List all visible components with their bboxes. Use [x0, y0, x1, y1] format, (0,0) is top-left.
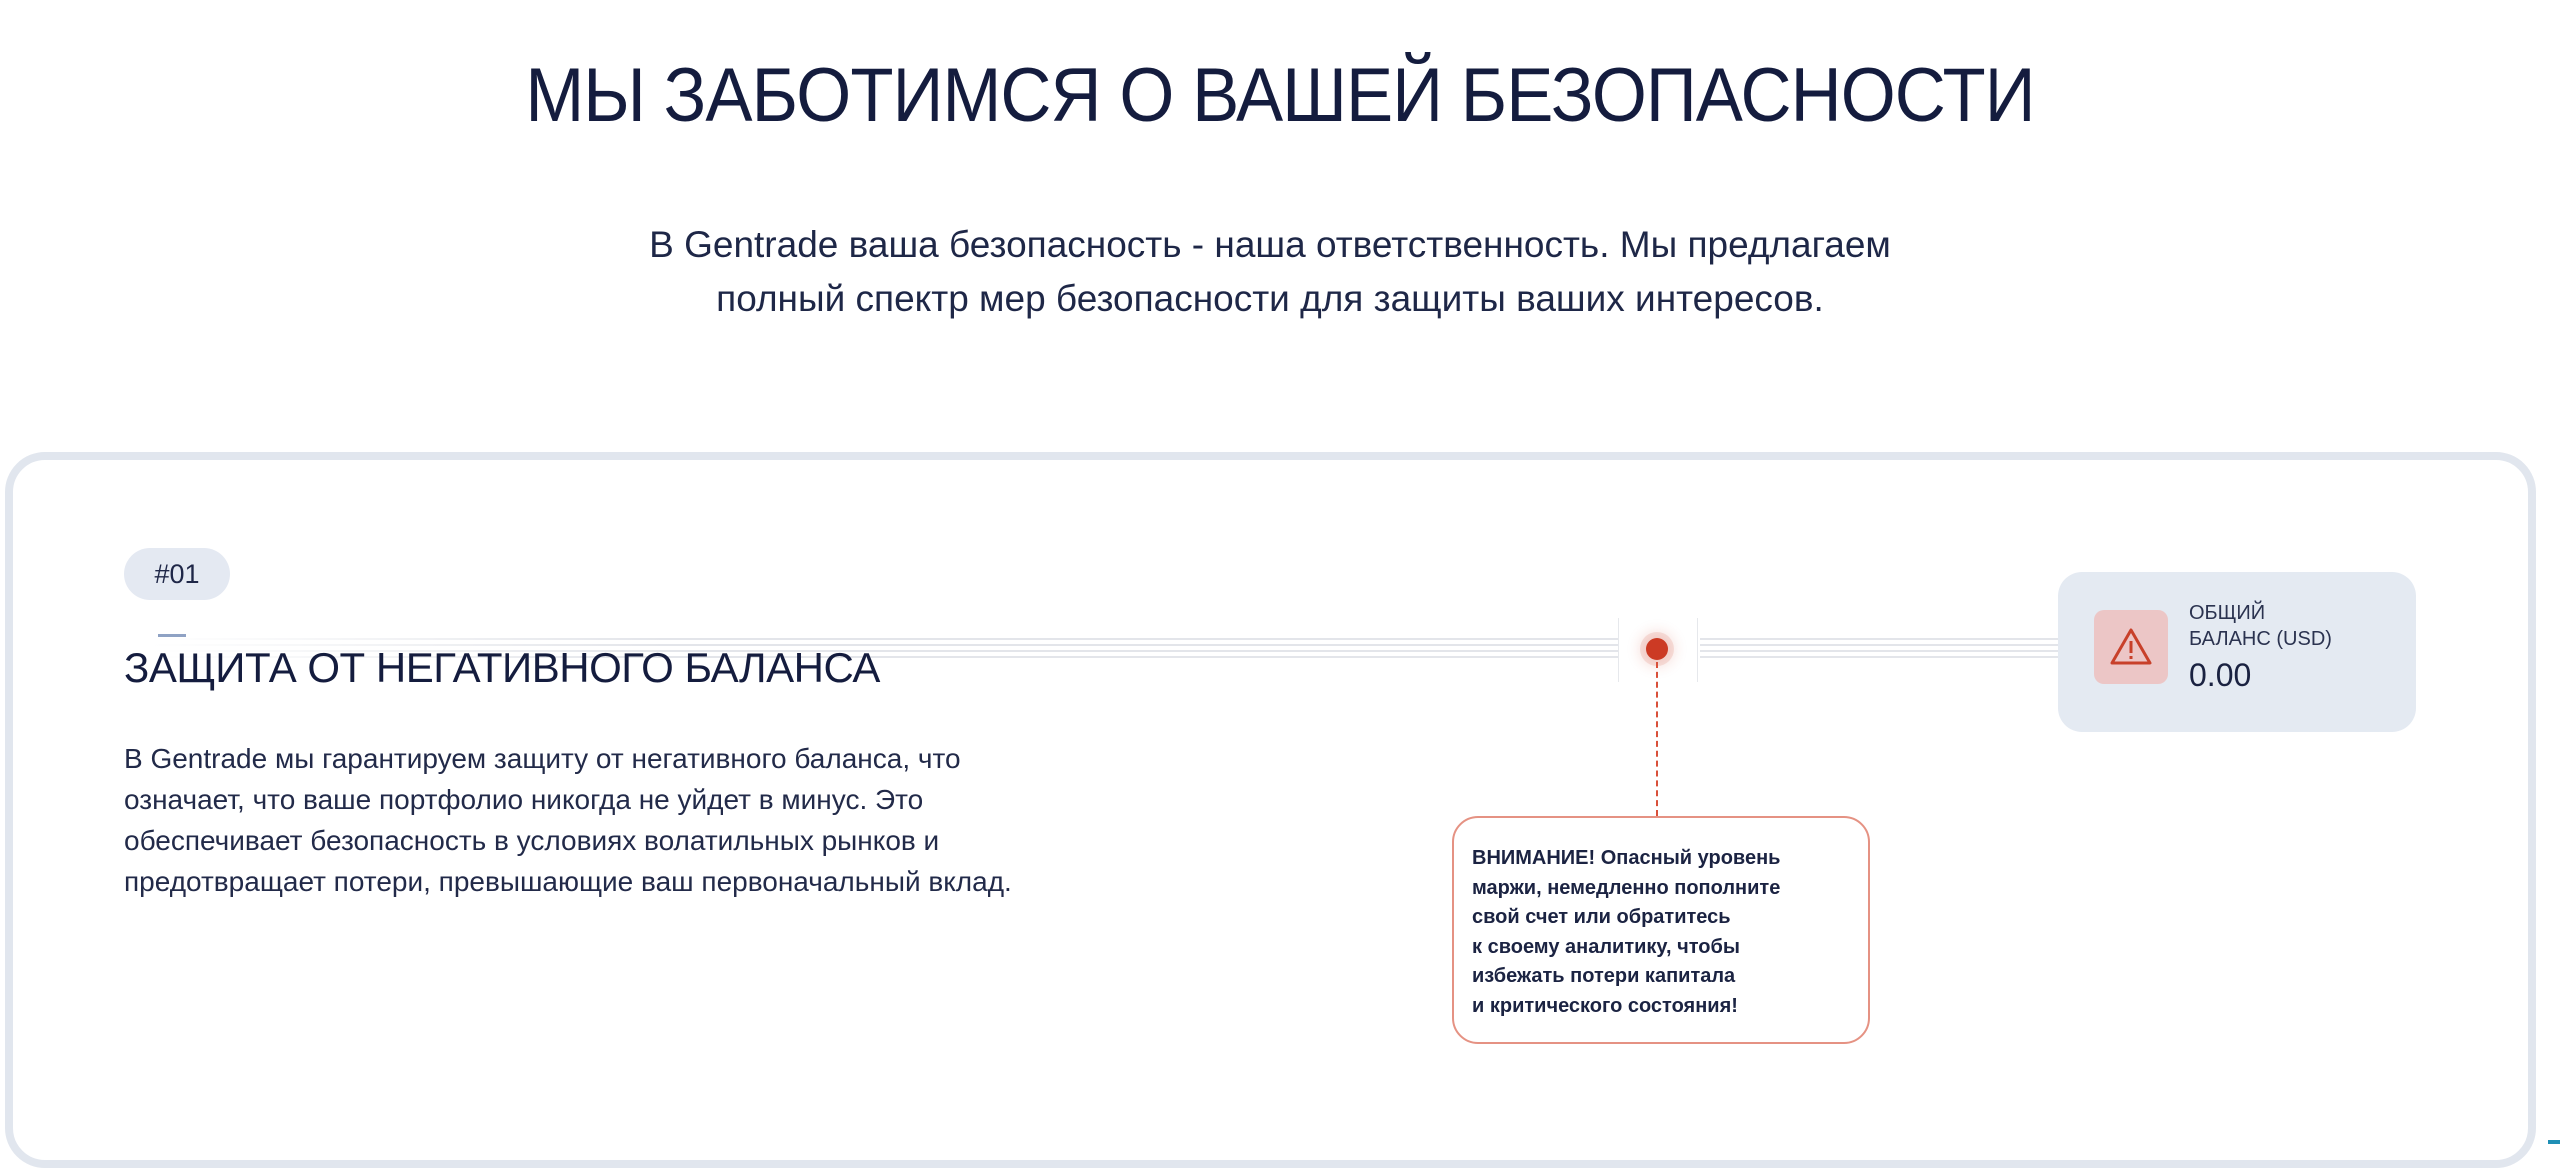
subtitle-line: В Gentrade ваша безопасность - наша ответственность. Мы предлагаем [649, 224, 1891, 265]
description-line: В Gentrade мы гарантируем защиту от негативного баланса, что [124, 743, 961, 774]
warning-line: свой счет или обратитесь [1472, 906, 1731, 928]
balance-label-line: ОБЩИЙ [2189, 602, 2266, 624]
subtitle-line: полный спектр мер безопасности для защиты ваших интересов. [716, 278, 1824, 319]
alert-triangle-icon-graphic [2109, 627, 2153, 667]
margin-warning-box [1452, 816, 1870, 1044]
description-line: предотвращает потери, превышающие ваш первоначальный вклад. [124, 866, 1012, 897]
alert-dot [1646, 638, 1668, 660]
warning-line: избежать потери капитала [1472, 965, 1736, 987]
warning-line: и критического состояния! [1472, 994, 1738, 1017]
warning-line: к своему аналитику, чтобы [1472, 935, 1740, 958]
feature-title: ЗАЩИТА ОТ НЕГАТИВНОГО БАЛАНСА [124, 644, 880, 691]
feature-number-tag: #01 [124, 548, 230, 600]
warning-line: ВНИМАНИЕ! Опасный уровень [1472, 847, 1781, 869]
balance-value: 0.00 [2189, 657, 2252, 693]
description-line: означает, что ваше портфолио никогда не уйдет в минус. Это [124, 784, 924, 815]
feature-description [124, 738, 1134, 902]
alert-triangle-icon [2094, 610, 2168, 684]
warning-line: маржи, немедленно пополните [1472, 876, 1781, 899]
connector-dashed-line [1656, 662, 1658, 816]
balance-label [2189, 600, 2332, 652]
description-line: обеспечивает безопасность в условиях волатильных рынков и [124, 825, 940, 856]
corner-accent [2548, 1140, 2560, 1144]
page-title: МЫ ЗАБОТИМСЯ О ВАШЕЙ БЕЗОПАСНОСТИ [525, 53, 2035, 138]
balance-label-line: БАЛАНС (USD) [2189, 628, 2332, 650]
page-subtitle [480, 218, 2060, 326]
